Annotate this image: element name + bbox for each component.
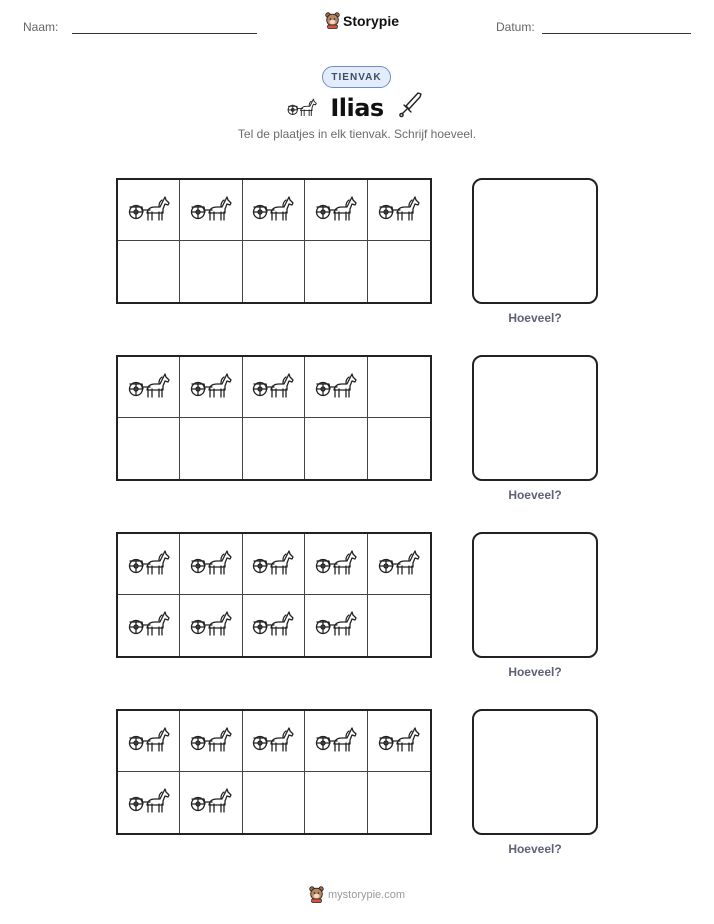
ten-frame [116,178,432,304]
brand-name: Storypie [343,12,400,29]
ten-frame-cell [243,595,305,656]
date-line[interactable] [542,33,691,34]
ten-frame [116,355,432,481]
bear-logo-icon [309,886,324,903]
chariot-icon [128,786,170,819]
ten-frame [116,709,432,835]
chariot-icon [378,725,420,758]
answer-label: Hoeveel? [508,311,562,325]
chariot-icon [378,194,420,227]
title-text: Ilias [330,94,384,122]
ten-frame-cell [305,241,367,302]
ten-frame-cell [118,534,180,595]
ten-frame-cell [243,180,305,241]
ten-frame-cell [243,241,305,302]
footer [0,886,714,903]
chariot-icon [128,725,170,758]
ten-frame-cell [180,357,242,418]
ten-frame-cell [118,595,180,656]
answer-label: Hoeveel? [508,665,562,679]
ten-frame-cell [118,180,180,241]
chariot-icon [190,725,232,758]
chariot-icon [315,371,357,404]
ten-frame-cell [368,772,430,833]
ten-frame-cell [305,772,367,833]
ten-frame [116,532,432,658]
tienvak-badge: TIENVAK [322,66,391,88]
ten-frame-cell [305,534,367,595]
ten-frame-cell [368,180,430,241]
brand-logo [325,12,399,29]
ten-frame-cell [118,711,180,772]
chariot-icon [315,725,357,758]
chariot-icon [128,548,170,581]
answer-label: Hoeveel? [508,842,562,856]
ten-frame-cell [368,595,430,656]
ten-frame-cell [305,357,367,418]
ten-frame-cell [305,711,367,772]
ten-frame-cell [180,534,242,595]
chariot-icon [190,786,232,819]
chariot-icon [190,371,232,404]
ten-frame-cell [118,357,180,418]
ten-frame-cell [118,418,180,479]
page-title [0,94,714,122]
ten-frame-cell [180,241,242,302]
chariot-icon [190,194,232,227]
ten-frame-cell [118,772,180,833]
ten-frame-cell [243,418,305,479]
chariot-icon [252,548,294,581]
chariot-icon [378,548,420,581]
chariot-icon [190,609,232,642]
bear-logo-icon [325,12,340,29]
ten-frame-cell [180,418,242,479]
ten-frame-cell [243,711,305,772]
answer-box[interactable] [472,532,598,658]
chariot-icon [128,371,170,404]
chariot-icon [315,548,357,581]
chariot-icon [252,371,294,404]
ten-frame-cell [180,711,242,772]
ten-frame-cell [368,534,430,595]
name-label: Naam: [23,20,59,34]
ten-frame-cell [305,180,367,241]
ten-frame-cell [368,357,430,418]
ten-frame-cell [305,418,367,479]
ten-frame-cell [368,241,430,302]
chariot-icon [252,725,294,758]
ten-frame-cell [180,772,242,833]
answer-box[interactable] [472,355,598,481]
footer-url[interactable]: mystorypie.com [327,888,406,901]
chariot-icon [315,194,357,227]
ten-frame-cell [368,711,430,772]
answer-box[interactable] [472,709,598,835]
ten-frame-cell [368,418,430,479]
answer-box[interactable] [472,178,598,304]
ten-frame-cell [180,180,242,241]
chariot-icon [128,194,170,227]
instructions: Tel de plaatjes in elk tienvak. Schrijf hoeveel. [237,127,477,141]
chariot-icon [315,609,357,642]
chariot-icon [252,609,294,642]
chariot-icon [190,548,232,581]
name-line[interactable] [72,33,257,34]
ten-frame-cell [118,241,180,302]
ten-frame-cell [305,595,367,656]
ten-frame-cell [243,772,305,833]
date-label: Datum: [496,20,535,34]
ten-frame-cell [180,595,242,656]
sword-icon [399,91,423,121]
chariot-icon [252,194,294,227]
ten-frame-cell [243,534,305,595]
ten-frame-cell [243,357,305,418]
answer-label: Hoeveel? [508,488,562,502]
chariot-icon [128,609,170,642]
